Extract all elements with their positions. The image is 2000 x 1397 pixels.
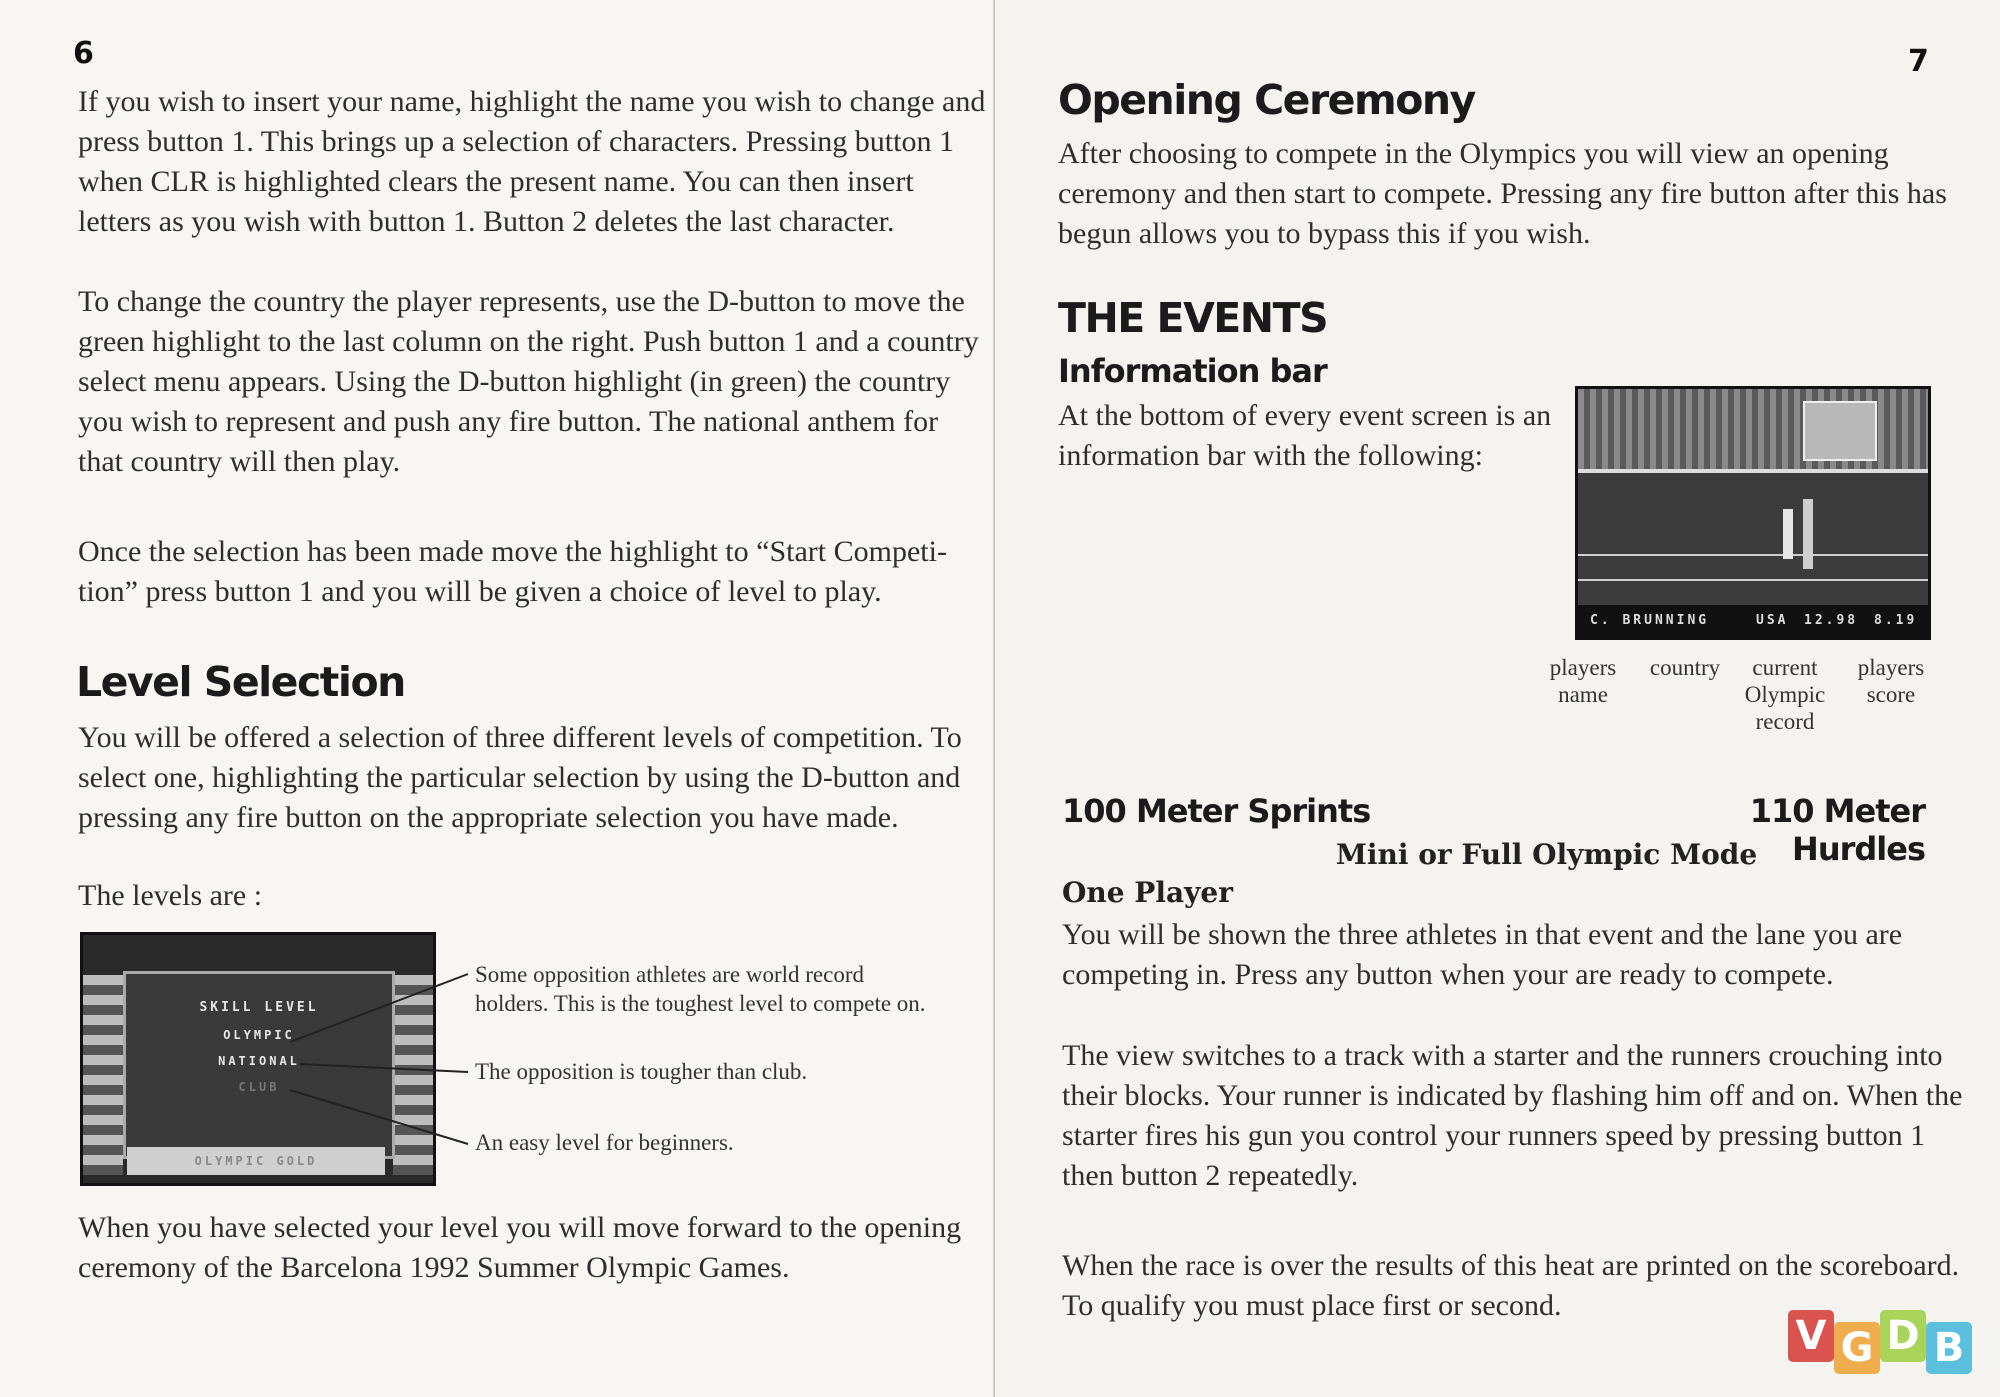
paragraph-info-bar [1058, 396, 1551, 476]
text-line: You will be shown the three athletes in that event and the lane you are [1062, 918, 1903, 951]
text-line: then button 2 repeatedly. [1062, 1159, 1359, 1192]
paragraph-track [1062, 1036, 1962, 1196]
mode-subheading: Mini or Full Olympic Mode [1335, 838, 1758, 871]
label-players-score [1831, 654, 1951, 708]
label-line: current [1752, 655, 1818, 680]
text-line: tion” press button 1 and you will be given a choice of level to play. [78, 575, 882, 608]
event-screenshot [1575, 386, 1931, 640]
one-player-heading: One Player [1062, 876, 1233, 909]
page-number: 7 [1908, 44, 1929, 79]
skill-level-title: SKILL LEVEL [199, 1000, 319, 1015]
text-line: You will be offered a selection of three different levels of competition. To [78, 721, 962, 754]
text-line: When you have selected your level you will move forward to the opening [78, 1211, 962, 1244]
text-line: their blocks. Your runner is indicated by flashing him off and on. When the [1062, 1079, 1963, 1112]
paragraph-ceremony [1058, 134, 1947, 254]
lane-line [1578, 554, 1928, 556]
note-line: Some opposition athletes are world record [475, 962, 864, 987]
text-line: After choosing to compete in the Olympics you will view an opening [1058, 137, 1889, 170]
event-heading-hurdles: 110 Meter Hurdles [1749, 792, 1925, 868]
skill-screen-footer: OLYMPIC GOLD [127, 1147, 385, 1175]
athlete-figure [1803, 499, 1813, 569]
text-line: letters as you wish with button 1. Button 2 deletes the last character. [78, 205, 895, 238]
hud-country: USA [1756, 613, 1789, 628]
level-selection-heading: Level Selection [76, 658, 405, 706]
text-line: Once the selection has been made move the highlight to “Start Competi- [78, 535, 947, 568]
logo-tile-b: B [1926, 1322, 1972, 1374]
lane-line [1578, 579, 1928, 581]
note-line: holders. This is the toughest level to compete on. [475, 991, 926, 1016]
text-line: information bar with the following: [1058, 439, 1483, 472]
hud-score: 8.19 [1874, 613, 1918, 628]
text-line: ceremony and then start to compete. Pressing any fire button after this has [1058, 177, 1947, 210]
vgdb-watermark-logo [1788, 1310, 1988, 1380]
label-line: name [1558, 682, 1608, 707]
level-option-olympic: OLYMPIC [223, 1028, 295, 1042]
text-line: To change the country the player represents, use the D-button to move the [78, 285, 965, 318]
text-line: when CLR is highlighted clears the present name. You can then insert [78, 165, 914, 198]
hud-player-name: C. BRUNNING [1590, 613, 1710, 628]
information-bar-heading: Information bar [1058, 352, 1327, 390]
right-page [995, 0, 2000, 1397]
callout-lines [0, 0, 995, 1397]
label-line: players [1857, 655, 1925, 680]
text-line: When the race is over the results of this heat are printed on the scoreboard. [1062, 1249, 1960, 1282]
text-line: begun allows you to bypass this if you wish. [1058, 217, 1591, 250]
text-line: pressing any fire button on the appropriate selection you have made. [78, 801, 899, 834]
label-line: Olympic [1744, 682, 1826, 707]
level-option-club: CLUB [238, 1080, 280, 1094]
callout-line-club [290, 1090, 468, 1144]
text-line: competing in. Press any button when your are ready to compete. [1062, 958, 1834, 991]
text-line: green highlight to the last column on the right. Push button 1 and a country [78, 325, 979, 358]
label-line: score [1866, 682, 1916, 707]
the-events-heading: THE EVENTS [1058, 294, 1328, 342]
information-bar [1578, 605, 1928, 637]
label-line: country [1649, 655, 1721, 680]
logo-tile-g: G [1834, 1322, 1880, 1374]
level-note-olympic [475, 960, 926, 1018]
level-note-national: The opposition is tougher than club. [475, 1059, 808, 1084]
stadium-building [1803, 401, 1877, 461]
logo-tile-v: V [1788, 1310, 1834, 1362]
left-page [0, 0, 995, 1397]
label-line: record [1755, 709, 1815, 734]
event-heading-sprints: 100 Meter Sprints [1062, 792, 1371, 830]
level-option-national: NATIONAL [218, 1054, 300, 1068]
text-line: ceremony of the Barcelona 1992 Summer Olympic Games. [78, 1251, 790, 1284]
callout-line-olympic [290, 974, 468, 1042]
text-line: press button 1. This brings up a selection of characters. Pressing button 1 [78, 125, 954, 158]
label-olympic-record [1725, 654, 1845, 735]
paragraph-one-player [1062, 915, 1902, 995]
text-line: If you wish to insert your name, highlight the name you wish to change and [78, 85, 986, 118]
levels-intro: The levels are : [78, 879, 263, 912]
label-line: players [1549, 655, 1617, 680]
text-line: The view switches to a track with a starter and the runners crouching into [1062, 1039, 1943, 1072]
text-line: To qualify you must place first or second. [1062, 1289, 1562, 1322]
callout-line-national [300, 1064, 468, 1072]
text-line: starter fires his gun you control your runners speed by pressing button 1 [1062, 1119, 1926, 1152]
text-line: you wish to represent and push any fire button. The national anthem for [78, 405, 939, 438]
athlete-figure [1783, 509, 1793, 559]
hud-record: 12.98 [1804, 613, 1859, 628]
paragraph-closing [78, 1208, 961, 1288]
logo-tile-d: D [1880, 1310, 1926, 1362]
text-line: select menu appears. Using the D-button highlight (in green) the country [78, 365, 951, 398]
opening-ceremony-heading: Opening Ceremony [1058, 76, 1475, 124]
text-line: that country will then play. [78, 445, 401, 478]
text-line: select one, highlighting the particular selection by using the D-button and [78, 761, 961, 794]
level-note-club: An easy level for beginners. [475, 1130, 734, 1155]
track-edge [1578, 469, 1928, 473]
text-line: At the bottom of every event screen is an [1058, 399, 1552, 432]
page-number: 6 [73, 36, 94, 71]
